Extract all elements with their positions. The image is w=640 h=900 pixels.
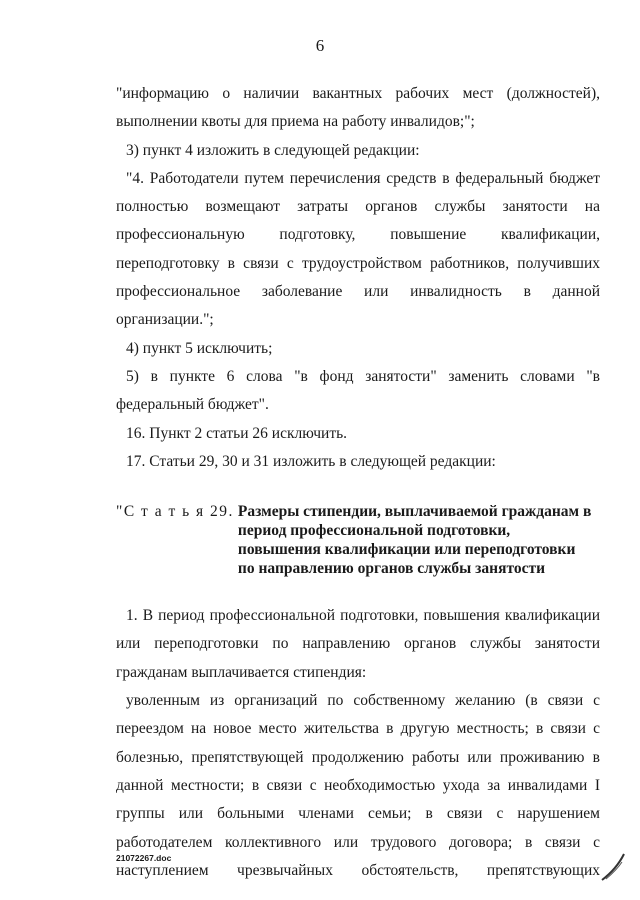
- paragraph-item-5: 5) в пункте 6 слова "в фонд занятости" заменить словами "в федеральный бюджет".: [116, 367, 600, 414]
- paragraph-17: 17. Статьи 29, 30 и 31 изложить в следующей редакции:: [126, 452, 496, 470]
- article-title-line: период профессиональной подготовки,: [237, 522, 511, 540]
- paragraph-dismissed: уволенным из организаций по собственному желанию (в связи с переездом на новое место жительства в другую местность; в связи с болезнью, препятствующей продолжению работы или проживанию в данной местности; в связи с необходимостью ухода за инвалидами I группы или больными членами семьи; в связи с нарушением работодателем коллективного или трудового договора; в связи с наступлением чрезвычайных обстоятельств, препятствующих: [116, 692, 600, 879]
- corner-scan-mark-icon: [600, 852, 626, 882]
- article-title-line: по направлению органов службы занятости: [237, 560, 546, 578]
- paragraph-clause-1: 1. В период профессиональной подготовки, повышения квалификации или переподготовки по направлению органов службы занятости гражданам выплачивается стипендия:: [116, 607, 600, 681]
- article-title: [238, 498, 600, 578]
- page-number: 6: [315, 36, 325, 55]
- spacer: [116, 578, 600, 602]
- paragraph-point-4: "4. Работодатели путем перечисления средств в федеральный бюджет полностью возмещают затраты органов службы занятости на профессиональную подготовку, повышение квалификации, переподготовку в связи с трудоустройством работников, получивших профессиональное заболевание или инвалидность в данной организации.";: [116, 169, 600, 329]
- document-body: [116, 80, 600, 885]
- paragraph-16: 16. Пункт 2 статьи 26 исключить.: [126, 424, 348, 442]
- article-label: "С т а т ь я 29.: [116, 503, 234, 521]
- paragraph-quote-continuation: "информацию о наличии вакантных рабочих мест (должностей), выполнении квоты для приема на работу инвалидов;";: [116, 85, 600, 131]
- paragraph-item-4: 4) пункт 5 исключить;: [126, 339, 273, 357]
- paragraph-item-3: 3) пункт 4 изложить в следующей редакции:: [126, 141, 420, 159]
- article-heading: [116, 498, 600, 578]
- article-title-line: повышения квалификации или переподготовки: [237, 541, 576, 559]
- article-title-line: Размеры стипендии, выплачиваемой гражданам в: [237, 503, 592, 521]
- spacer: [116, 476, 600, 498]
- footer-filename: 21072267.doc: [116, 853, 172, 863]
